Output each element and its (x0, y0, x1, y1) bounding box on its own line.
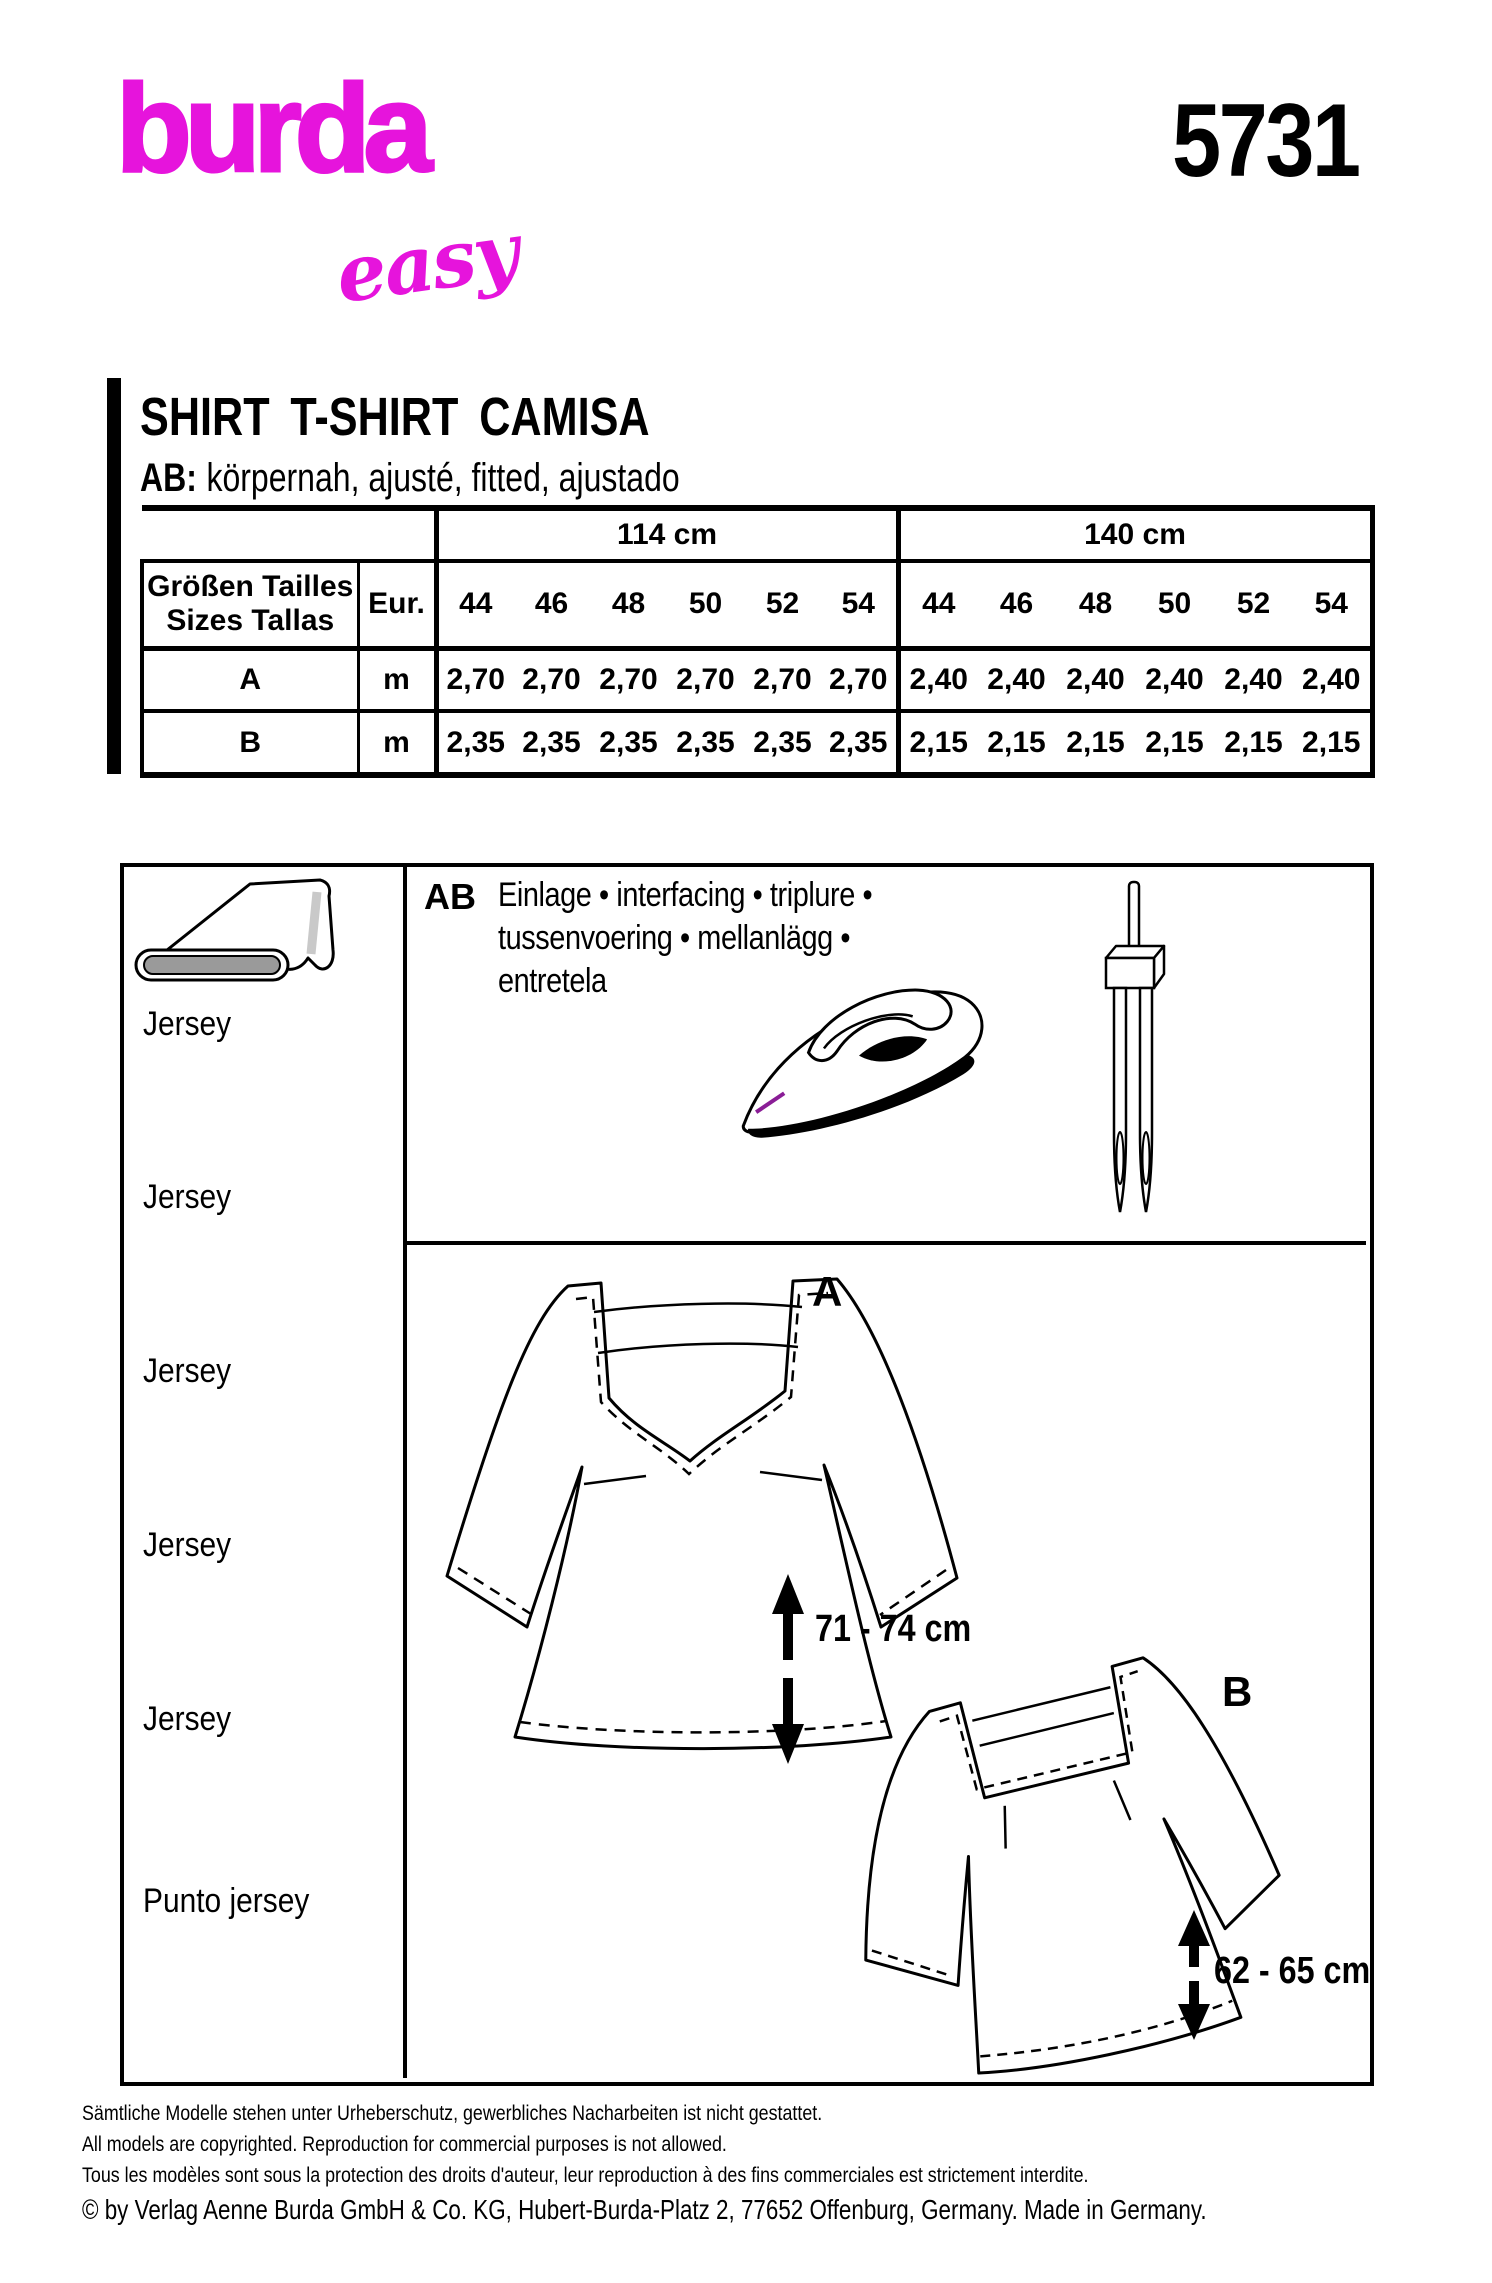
width-header-114: 114 cm (436, 508, 898, 561)
length-arrow-icon (1176, 1910, 1212, 2040)
fabric-label: Jersey (143, 1005, 232, 1043)
fabric-label: Jersey (143, 1700, 232, 1738)
view-b-row-label: B (142, 711, 358, 775)
value-cell: 2,70 (436, 648, 513, 711)
box-horizontal-divider (407, 1241, 1366, 1245)
unit-cell: m (358, 711, 436, 775)
fabric-requirements-table (140, 505, 1375, 778)
size-cell: 44 (436, 561, 513, 648)
value-cell: 2,15 (1214, 711, 1293, 775)
size-cell: 48 (590, 561, 667, 648)
size-cell: 50 (1135, 561, 1214, 648)
fabric-label: Jersey (143, 1526, 232, 1564)
value-cell: 2,40 (1056, 648, 1135, 711)
value-cell: 2,70 (590, 648, 667, 711)
copyright-line-en: All models are copyrighted. Reproduction for commercial purposes is not allowed. (82, 2133, 727, 2156)
size-cell: 44 (898, 561, 977, 648)
interfacing-text: Einlage • interfacing • triplure • (498, 876, 873, 914)
width-header-140: 140 cm (898, 508, 1372, 561)
view-b-label: B (1222, 1668, 1253, 1715)
easy-logo: easy (330, 205, 523, 322)
interfacing-text: tussenvoering • mellanlägg • (498, 919, 851, 957)
burda-logo: burda (116, 60, 426, 198)
value-cell: 2,15 (977, 711, 1056, 775)
size-cell: 52 (744, 561, 821, 648)
interfacing-view-label: AB (424, 876, 476, 917)
table-row-widths (142, 508, 1372, 561)
value-cell: 2,15 (898, 711, 977, 775)
copyright-line-fr: Tous les modèles sont sous la protection des droits d'auteur, leur reproduction à des fins commerciales est strictement interdite. (82, 2164, 1089, 2187)
value-cell: 2,70 (513, 648, 590, 711)
view-a-length: 71 - 74 cm (815, 1608, 972, 1650)
eur-label: Eur. (358, 561, 436, 648)
value-cell: 2,35 (513, 711, 590, 775)
view-a-row-label: A (142, 648, 358, 711)
page-title (140, 386, 670, 448)
twin-needle-icon (1098, 878, 1170, 1218)
length-arrow-icon (770, 1574, 806, 1764)
table-row-sizes (142, 561, 1372, 648)
value-cell: 2,40 (898, 648, 977, 711)
fabric-label: Punto jersey (143, 1882, 310, 1920)
view-b-drawing (822, 1662, 1332, 2072)
title-word: CAMISA (479, 387, 650, 447)
value-cell: 2,35 (436, 711, 513, 775)
unit-cell: m (358, 648, 436, 711)
size-cell: 50 (667, 561, 744, 648)
title-accent-bar (107, 378, 121, 774)
box-vertical-divider (403, 863, 407, 2078)
value-cell: 2,35 (667, 711, 744, 775)
view-b-length: 62 - 65 cm (1214, 1950, 1371, 1992)
title-word: SHIRT (140, 387, 270, 447)
title-word: T-SHIRT (290, 387, 459, 447)
publisher-copyright: © by Verlag Aenne Burda GmbH & Co. KG, Hubert-Burda-Platz 2, 77652 Offenburg, Germany. Made in Germany. (82, 2194, 1207, 2225)
empty-cell (142, 508, 436, 561)
size-row-header: Größen Tailles Sizes Tallas (142, 561, 358, 648)
value-cell: 2,70 (744, 648, 821, 711)
table-row-view-a (142, 648, 1372, 711)
size-cell: 54 (821, 561, 898, 648)
value-cell: 2,35 (590, 711, 667, 775)
value-cell: 2,70 (667, 648, 744, 711)
value-cell: 2,15 (1293, 711, 1372, 775)
value-cell: 2,70 (821, 648, 898, 711)
fabric-label: Jersey (143, 1178, 232, 1216)
view-a-label: A (812, 1268, 843, 1315)
size-cell: 46 (513, 561, 590, 648)
value-cell: 2,40 (977, 648, 1056, 711)
value-cell: 2,15 (1135, 711, 1214, 775)
page-subtitle (140, 456, 680, 501)
value-cell: 2,35 (744, 711, 821, 775)
size-cell: 54 (1293, 561, 1372, 648)
folded-fabric-icon (130, 872, 340, 1004)
table-row-view-b (142, 711, 1372, 775)
size-cell: 48 (1056, 561, 1135, 648)
subtitle-text: körpernah, ajusté, fitted, ajustado (206, 456, 680, 500)
fabric-label: Jersey (143, 1352, 232, 1390)
value-cell: 2,40 (1293, 648, 1372, 711)
size-cell: 46 (977, 561, 1056, 648)
value-cell: 2,40 (1135, 648, 1214, 711)
subtitle-views: AB: (140, 456, 197, 500)
value-cell: 2,35 (821, 711, 898, 775)
pattern-number: 5731 (1172, 83, 1359, 199)
interfacing-text: entretela (498, 962, 607, 1000)
size-cell: 52 (1214, 561, 1293, 648)
value-cell: 2,15 (1056, 711, 1135, 775)
copyright-line-de: Sämtliche Modelle stehen unter Urheberschutz, gewerbliches Nacharbeiten ist nicht gestattet. (82, 2102, 823, 2125)
value-cell: 2,40 (1214, 648, 1293, 711)
